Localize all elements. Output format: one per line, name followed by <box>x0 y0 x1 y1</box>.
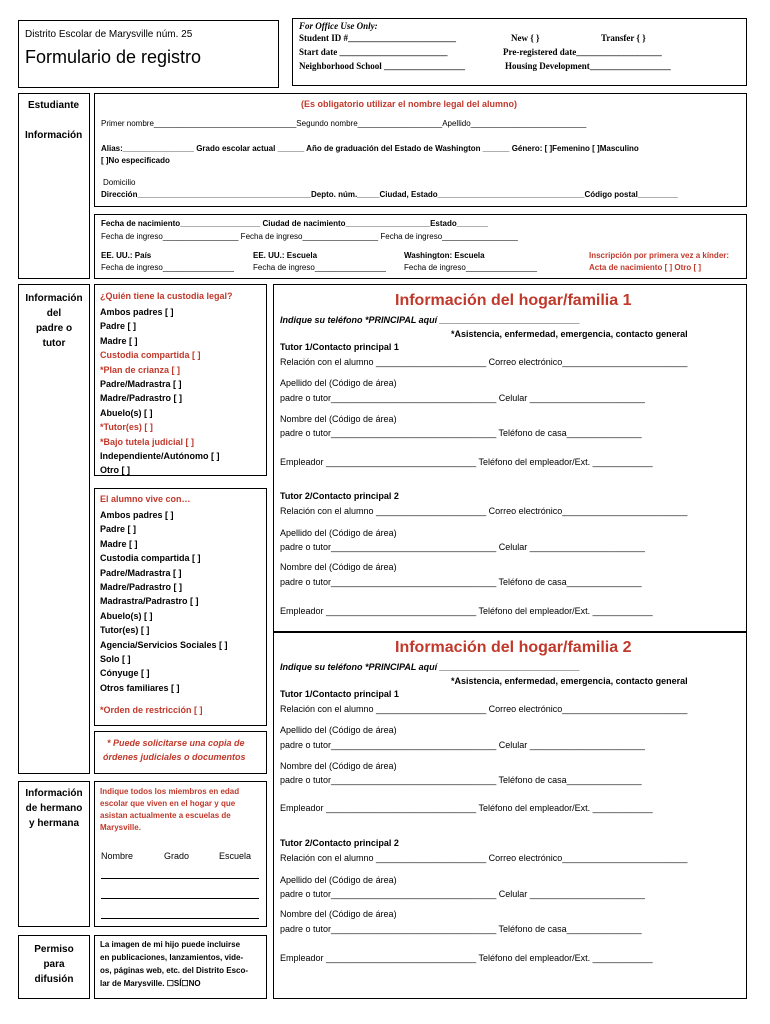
us-country-label: EE. UU.: País <box>101 251 152 260</box>
h1-t1-firstname-homephone[interactable]: padre o tutor_________________________________ Teléfono de casa_______________ <box>280 428 642 438</box>
us-country-entry-date[interactable]: Fecha de ingreso________________ <box>101 263 235 272</box>
h1-t1-firstname-label: Nombre del (Código de área) <box>280 414 397 424</box>
custody-option[interactable]: Ambos padres [ ] <box>100 307 174 317</box>
us-school-entry-date[interactable]: Fecha de ingreso________________ <box>253 263 387 272</box>
h2-t2-firstname-label: Nombre del (Código de área) <box>280 909 397 919</box>
custody-options <box>100 305 220 478</box>
h1-t1-lastname-label: Apellido del (Código de área) <box>280 378 397 388</box>
transfer-checkbox[interactable]: Transfer { } <box>601 33 646 43</box>
lives-with-options <box>100 508 228 695</box>
office-title: For Office Use Only: <box>299 21 378 31</box>
household-2-primary-phone[interactable]: Indique su teléfono *PRINCIPAL aquí ____________________________ <box>280 662 580 672</box>
h1-t2-lastname-cell[interactable]: padre o tutor_________________________________ Celular _______________________ <box>280 542 645 552</box>
wa-school-entry-date[interactable]: Fecha de ingreso________________ <box>404 263 538 272</box>
restraining-order-checkbox[interactable]: *Orden de restricción [ ] <box>100 705 203 715</box>
lives-with-box <box>94 488 267 726</box>
h1-t2-relation-email[interactable]: Relación con el alumno ______________________ Correo electrónico_________________________ <box>280 506 688 516</box>
media-side-line: Permiso <box>34 944 74 955</box>
housing-development-field[interactable]: Housing Development__________________ <box>505 61 671 71</box>
custody-option[interactable]: Independiente/Autónomo [ ] <box>100 451 220 462</box>
lives-with-option[interactable]: Madre/Padrastro [ ] <box>100 582 183 593</box>
media-text-line: en publicaciones, lanzamientos, vide- <box>100 953 244 962</box>
h2-t1-lastname-label: Apellido del (Código de área) <box>280 725 397 735</box>
household-1-primary-phone[interactable]: Indique su teléfono *PRINCIPAL aquí ____________________________ <box>280 315 580 325</box>
lives-with-option[interactable]: Tutor(es) [ ] <box>100 625 150 636</box>
parent-side-line: padre o <box>35 323 73 334</box>
h2-t2-firstname-homephone[interactable]: padre o tutor_________________________________ Teléfono de casa_______________ <box>280 924 642 934</box>
sibling-note-line: Marysville. <box>100 823 141 832</box>
custody-option[interactable]: Madre [ ] <box>100 335 138 346</box>
student-side-label-2: Información <box>25 130 83 141</box>
sibling-side-line: de hermano <box>25 803 83 814</box>
h2-t1-firstname-homephone[interactable]: padre o tutor_________________________________ Teléfono de casa_______________ <box>280 775 642 785</box>
sibling-row-line[interactable] <box>101 898 259 899</box>
sibling-col-grade: Grado <box>164 851 190 861</box>
kinder-document-checkboxes[interactable]: Acta de nacimiento [ ] Otro [ ] <box>589 263 702 272</box>
lives-with-option[interactable]: Madrastra/Padrastro [ ] <box>100 596 199 607</box>
media-side-line: para <box>43 959 65 970</box>
us-school-label: EE. UU.: Escuela <box>253 251 318 260</box>
student-alias-grade-gender[interactable]: Alias:________________ Grado escolar actual ______ Año de graduación del Estado de Washington ______ Género: [ ]Femenino [ ]Masculino <box>101 144 639 153</box>
parent-side-line: tutor <box>42 338 66 349</box>
lives-with-question: El alumno vive con… <box>100 494 191 504</box>
household-1-title: Información del hogar/familia 1 <box>395 292 632 309</box>
entry-date-fields[interactable]: Fecha de ingreso_________________ Fecha de ingreso_________________ Fecha de ingreso_________________ <box>101 232 518 241</box>
page-title: Formulario de registro <box>25 47 202 67</box>
office-use-box <box>292 18 747 86</box>
lives-with-option[interactable]: Otros familiares [ ] <box>100 682 180 693</box>
lives-with-option[interactable]: Padre/Madrastra [ ] <box>100 567 182 578</box>
lives-with-option[interactable]: Madre [ ] <box>100 538 138 549</box>
lives-with-option[interactable]: Ambos padres [ ] <box>100 510 174 520</box>
custody-option[interactable]: Abuelo(s) [ ] <box>100 407 153 418</box>
preregistered-date-field[interactable]: Pre-registered date___________________ <box>503 47 662 57</box>
media-text-line: La imagen de mi hijo puede incluirse <box>100 940 241 949</box>
parent-side-line: Información <box>25 293 83 304</box>
sibling-col-school: Escuela <box>219 851 252 861</box>
court-note-line2: órdenes judiciales o documentos <box>103 752 246 762</box>
sibling-note-line: Indique todos los miembros en edad <box>100 787 240 796</box>
sibling-note-line: escolar que viven en el hogar y que <box>100 799 236 808</box>
h2-t1-lastname-cell[interactable]: padre o tutor_________________________________ Celular _______________________ <box>280 740 645 750</box>
h1-t2-employer[interactable]: Empleador ______________________________ Teléfono del empleador/Ext. ____________ <box>280 606 653 616</box>
h1-t2-lastname-label: Apellido del (Código de área) <box>280 528 397 538</box>
custody-option[interactable]: *Plan de crianza [ ] <box>100 364 181 375</box>
sibling-side-line: y hermana <box>28 818 80 829</box>
parent-side-label <box>18 284 90 774</box>
household-2-title: Información del hogar/familia 2 <box>395 639 632 656</box>
household-1-tutor1-heading: Tutor 1/Contacto principal 1 <box>280 342 399 352</box>
custody-option[interactable]: Custodia compartida [ ] <box>100 350 201 361</box>
h2-t1-employer[interactable]: Empleador ______________________________ Teléfono del empleador/Ext. ____________ <box>280 803 653 813</box>
h2-t1-relation-email[interactable]: Relación con el alumno ______________________ Correo electrónico_________________________ <box>280 704 688 714</box>
neighborhood-school-field[interactable]: Neighborhood School __________________ <box>299 61 466 71</box>
media-yes-no-checkboxes[interactable]: lar de Marysville. ☐SÍ☐NO <box>100 979 201 988</box>
lives-with-option[interactable]: Cónyuge [ ] <box>100 668 150 679</box>
household-1-tutor2-heading: Tutor 2/Contacto principal 2 <box>280 491 399 501</box>
siblings-box <box>94 781 267 927</box>
court-note-box <box>94 731 267 774</box>
custody-option[interactable]: *Tutor(es) [ ] <box>100 422 153 433</box>
h1-t2-firstname-label: Nombre del (Código de área) <box>280 562 397 572</box>
h1-t1-lastname-cell[interactable]: padre o tutor_________________________________ Celular _______________________ <box>280 393 645 403</box>
media-permission-box <box>94 935 267 999</box>
lives-with-option[interactable]: Custodia compartida [ ] <box>100 553 201 564</box>
custody-option[interactable]: Padre/Madrastra [ ] <box>100 379 182 390</box>
start-date-field[interactable]: Start date ________________________ <box>299 47 448 57</box>
gender-unspecified-checkbox[interactable]: [ ]No especificado <box>101 156 170 165</box>
custody-question: ¿Quién tiene la custodia legal? <box>100 291 233 301</box>
student-info-box <box>94 93 747 207</box>
sibling-row-line[interactable] <box>101 878 259 879</box>
custody-option[interactable]: Padre [ ] <box>100 321 137 332</box>
student-side-label <box>18 93 90 279</box>
wa-school-label: Washington: Escuela <box>404 251 485 260</box>
h2-t2-employer[interactable]: Empleador ______________________________ Teléfono del empleador/Ext. ____________ <box>280 953 653 963</box>
legal-name-note: (Es obligatorio utilizar el nombre legal del alumno) <box>301 99 518 109</box>
address-fields[interactable]: Dirección_______________________________________Depto. núm._____Ciudad, Estado_________________________________Código postal_________ <box>101 190 678 199</box>
court-note-line1: * Puede solicitarse una copia de <box>107 738 245 748</box>
h1-t1-relation-email[interactable]: Relación con el alumno ______________________ Correo electrónico_________________________ <box>280 357 688 367</box>
h2-t1-firstname-label: Nombre del (Código de área) <box>280 761 397 771</box>
media-text-line: os, páginas web, etc. del Distrito Esco- <box>100 966 249 975</box>
sibling-col-name: Nombre <box>101 851 134 861</box>
lives-with-option[interactable]: Abuelo(s) [ ] <box>100 610 153 621</box>
household-1-box <box>273 284 747 632</box>
household-2-box <box>273 632 747 999</box>
h2-t2-lastname-label: Apellido del (Código de área) <box>280 875 397 885</box>
student-name-fields[interactable]: Primer nombre________________________________Segundo nombre___________________Apellido__________________________ <box>101 119 587 128</box>
student-side-label-1: Estudiante <box>28 100 80 111</box>
media-side-label <box>18 935 90 999</box>
sibling-row-line[interactable] <box>101 918 259 919</box>
h1-t2-firstname-homephone[interactable]: padre o tutor_________________________________ Teléfono de casa_______________ <box>280 577 642 587</box>
domicile-label: Domicilio <box>103 178 136 187</box>
custody-box <box>94 284 267 476</box>
household-2-tutor2-heading: Tutor 2/Contacto principal 2 <box>280 838 399 848</box>
media-side-line: difusión <box>34 974 74 985</box>
custody-option[interactable]: Madre/Padrastro [ ] <box>100 393 183 404</box>
new-checkbox[interactable]: New { } <box>511 33 540 43</box>
parent-side-line: del <box>46 308 62 319</box>
custody-option[interactable]: *Bajo tutela judicial [ ] <box>100 436 195 447</box>
birth-entry-box <box>94 214 747 279</box>
h2-t2-lastname-cell[interactable]: padre o tutor_________________________________ Celular _______________________ <box>280 889 645 899</box>
household-1-assist-note: *Asistencia, enfermedad, emergencia, contacto general <box>451 329 688 339</box>
h2-t2-relation-email[interactable]: Relación con el alumno ______________________ Correo electrónico_________________________ <box>280 853 688 863</box>
birth-fields[interactable]: Fecha de nacimiento__________________ Ciudad de nacimiento___________________Estado_______ <box>101 219 488 228</box>
sibling-note-line: asistan actualmente a escuelas de <box>100 811 231 820</box>
custody-option[interactable]: Otro [ ] <box>100 465 130 476</box>
household-2-assist-note: *Asistencia, enfermedad, emergencia, contacto general <box>451 676 688 686</box>
lives-with-option[interactable]: Solo [ ] <box>100 654 131 665</box>
kinder-note: Inscripción por primera vez a kínder: <box>589 251 730 260</box>
lives-with-option[interactable]: Agencia/Servicios Sociales [ ] <box>100 639 228 650</box>
sibling-side-line: Información <box>25 788 83 799</box>
district-name: Distrito Escolar de Marysville núm. 25 <box>25 29 193 40</box>
h1-t1-employer[interactable]: Empleador ______________________________ Teléfono del empleador/Ext. ____________ <box>280 457 653 467</box>
sibling-side-label <box>18 781 90 927</box>
household-2-tutor1-heading: Tutor 1/Contacto principal 1 <box>280 689 399 699</box>
header-title-box <box>18 20 279 88</box>
student-id-field[interactable]: Student ID #________________________ <box>299 33 457 43</box>
lives-with-option[interactable]: Padre [ ] <box>100 524 137 535</box>
